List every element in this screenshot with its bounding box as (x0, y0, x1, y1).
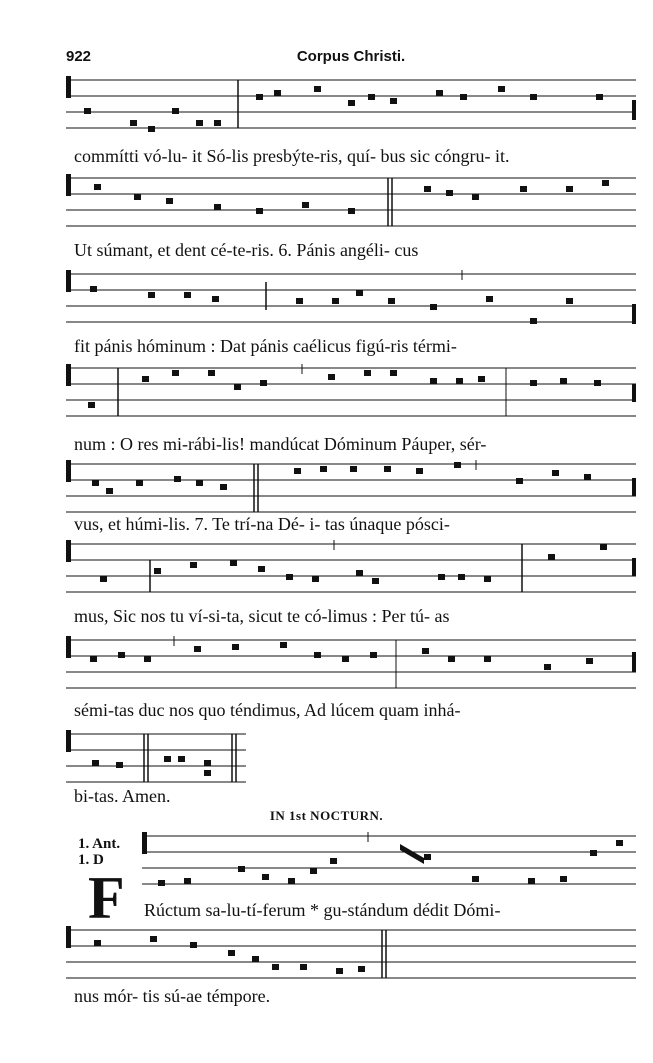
staff-lines-10 (66, 924, 636, 984)
lyric-line-2: Ut súmant, et dent cé-te-ris. 6. Pánis angéli- cus (74, 240, 419, 260)
staff-lines-6 (66, 538, 636, 598)
chant-staff-9 (142, 830, 636, 890)
page-number: 922 (66, 48, 92, 65)
staff-lines-3 (66, 268, 636, 328)
lyric-line-7: sémi-tas duc nos quo téndimus, Ad lúcem quam inhá- (74, 700, 461, 720)
staff-lines-8 (66, 728, 246, 788)
chant-staff-1 (66, 74, 636, 134)
antiphon-number: 1. Ant. (78, 836, 121, 852)
chant-staff-3 (66, 268, 636, 328)
chant-staff-6 (66, 538, 636, 598)
lyric-line-8: bi-tas. Amen. (74, 786, 171, 806)
lyric-line-1: commítti vó-lu- it Só-lis presbýte-ris, quí- bus sic cóngru- it. (74, 146, 510, 166)
chant-staff-8 (66, 728, 246, 788)
staff-lines-1 (66, 74, 636, 134)
chant-staff-7 (66, 634, 636, 694)
antiphon-lyric-1: Rúctum sa-lu-tí-ferum * gu-stándum dédit Dómi- (144, 900, 501, 920)
lyric-line-5: vus, et húmi-lis. 7. Te trí-na Dé- i- tas únaque pósci- (74, 514, 450, 534)
nocturn-heading: IN 1st NOCTURN. (269, 808, 384, 823)
drop-cap: F (88, 865, 125, 931)
antiphon-label (78, 836, 120, 868)
antiphon-lyric-2: nus mór- tis sú-ae témpore. (74, 986, 271, 1006)
antiphon-mode: 1. D (78, 852, 104, 868)
chant-staff-10 (66, 924, 636, 984)
running-title: Corpus Christi. (296, 48, 406, 65)
staff-lines-4 (66, 362, 636, 422)
staff-lines-7 (66, 634, 636, 694)
lyric-line-3: fit pánis hóminum : Dat pánis caélicus figú-ris térmi- (74, 336, 457, 356)
chant-staff-4 (66, 362, 636, 422)
page-header (66, 48, 636, 70)
staff-lines-5 (66, 458, 636, 518)
staff-lines-2 (66, 172, 636, 232)
chant-staff-2 (66, 172, 636, 232)
staff-lines-9 (142, 830, 636, 890)
lyric-line-4: num : O res mi-rábi-lis! mandúcat Dóminum Páuper, sér- (74, 434, 487, 454)
lyric-line-6: mus, Sic nos tu ví-si-ta, sicut te có-limus : Per tú- as (74, 606, 450, 626)
chant-staff-5 (66, 458, 636, 518)
